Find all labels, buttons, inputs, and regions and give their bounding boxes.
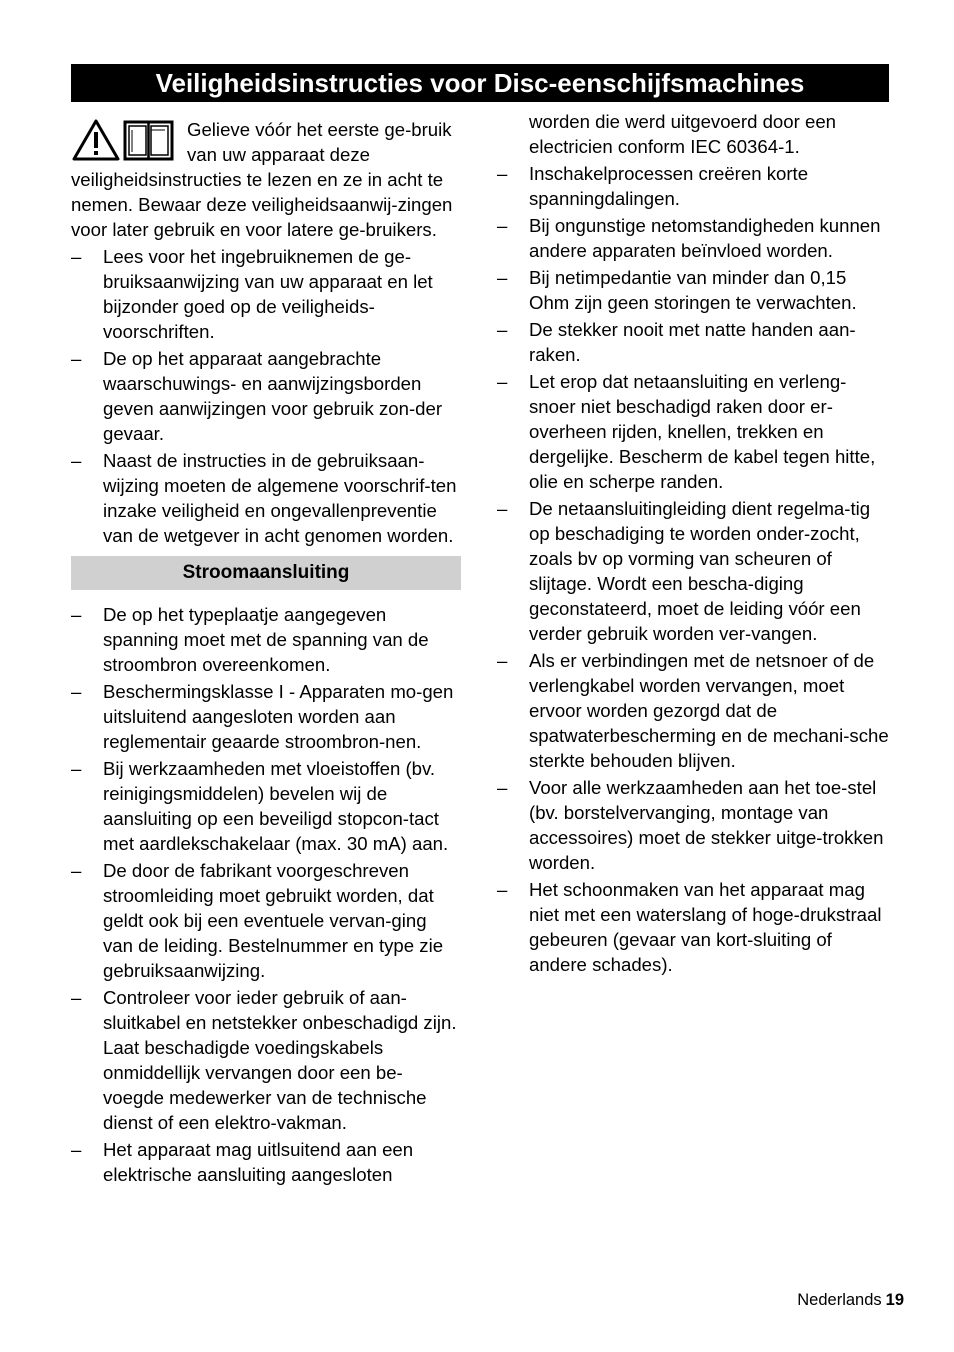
- list-item: – Lees voor het ingebruiknemen de ge-bruiksaanwijzing van uw apparaat en let bijzonder goed op de veiligheids-voorschriften.: [71, 246, 433, 342]
- list-item: – De op het apparaat aangebrachte waarschuwings- en aanwijzingsborden geven aanwijzingen voor gebruik zon-der gevaar.: [71, 348, 443, 444]
- footer-language: Nederlands: [797, 1291, 882, 1309]
- intro-text: Gelieve vóór het eerste ge-bruik van uw apparaat deze veiligheidsinstructies te lezen en ze in acht te nemen. Bewaar deze veiligheidsaanwij-zingen voor later gebruik en voor latere ge-bruikers.: [71, 119, 453, 240]
- bullet-dash: –: [71, 246, 82, 267]
- list-item: – De op het typeplaatje aangegeven spanning moet met de spanning van de stroombron overeenkomen.: [71, 604, 429, 675]
- bullet-dash: –: [497, 777, 508, 798]
- list-item: – Voor alle werkzaamheden aan het toe-stel (bv. borstelvervanging, montage van accessoires) moet de stekker uitge-trokken worden.: [497, 777, 884, 873]
- bullet-dash: –: [497, 371, 508, 392]
- bullet-dash: –: [71, 987, 82, 1008]
- list-item-continuation: worden die werd uitgevoerd door een electricien conform IEC 60364-1.: [529, 111, 836, 157]
- list-item: – Let erop dat netaansluiting en verleng-snoer niet beschadigd raken door er-overheen rijden, knellen, trekken en dergelijke. Bescherm de kabel tegen hitte, olie en scherpe randen.: [497, 371, 876, 492]
- bullet-dash: –: [497, 498, 508, 519]
- bullet-dash: –: [71, 348, 82, 369]
- bullet-dash: –: [497, 267, 508, 288]
- page-footer: [797, 1289, 904, 1311]
- right-column: [497, 109, 889, 979]
- general-instructions-list: [71, 244, 461, 548]
- warning-triangle-icon: [74, 121, 118, 159]
- intro-icons: [71, 119, 175, 163]
- bullet-dash: –: [497, 215, 508, 236]
- list-item: – Het apparaat mag uitlsuitend aan een elektrische aansluiting aangesloten: [71, 1139, 414, 1185]
- section-heading: Stroomaansluiting: [71, 556, 461, 590]
- bullet-dash: –: [497, 163, 508, 184]
- list-item: – Inschakelprocessen creëren korte spanningdalingen.: [497, 163, 809, 209]
- bullet-dash: –: [497, 319, 508, 340]
- list-item: – De netaansluitingleiding dient regelma-tig op beschadiging te worden onder-zocht, zoals bv op vorming van scheuren of slijtage. Wordt een bescha-diging geconstateerd, moet de leiding vóór een verder gebruik worden ver-vangen.: [497, 498, 871, 644]
- list-item: – Controleer voor ieder gebruik of aan-sluitkabel en netstekker onbeschadigd zijn. Laat beschadigde voedingskabels onmiddellijk vervangen door een be-voegde medewerker van de technische dienst of een elektro-vakman.: [71, 987, 457, 1133]
- list-item: – Bij netimpedantie van minder dan 0,15 Ohm zijn geen storingen te verwachten.: [497, 267, 857, 313]
- list-item: – Bij ongunstige netomstandigheden kunnen andere apparaten beïnvloed worden.: [497, 215, 881, 261]
- page-number: 19: [885, 1291, 904, 1309]
- power-instructions-list-continued: [497, 109, 889, 977]
- bullet-dash: –: [71, 1139, 82, 1160]
- bullet-dash: –: [71, 860, 82, 881]
- list-item: – Het schoonmaken van het apparaat mag niet met een waterslang of hoge-drukstraal gebeuren (gevaar van kort-sluiting of andere schades).: [497, 879, 882, 975]
- list-item: – De door de fabrikant voorgeschreven stroomleiding moet gebruikt worden, dat geldt ook bij een eventuele vervan-ging van de leiding. Bestelnummer en type zie gebruiksaanwijzing.: [71, 860, 444, 981]
- bullet-dash: –: [71, 681, 82, 702]
- list-item: – Bij werkzaamheden met vloeistoffen (bv. reinigingsmiddelen) bevelen wij de aansluiting op een beveiligd stopcon-tact met aardlekschakelaar (max. 30 mA) aan.: [71, 758, 449, 854]
- page-title: Veiligheidsinstructies voor Disc-eenschijfsmachines: [71, 64, 889, 102]
- manual-book-icon: [125, 122, 172, 159]
- list-item: – Beschermingsklasse I - Apparaten mo-gen uitsluitend aangesloten worden aan reglementair geaarde stroombron-nen.: [71, 681, 454, 752]
- bullet-dash: –: [71, 758, 82, 779]
- intro-block: [71, 117, 461, 242]
- bullet-dash: –: [71, 450, 82, 471]
- bullet-dash: –: [497, 650, 508, 671]
- bullet-dash: –: [71, 604, 82, 625]
- left-column: [71, 117, 461, 1189]
- bullet-dash: –: [497, 879, 508, 900]
- list-item: – De stekker nooit met natte handen aan-raken.: [497, 319, 856, 365]
- list-item: – Als er verbindingen met de netsnoer of de verlengkabel worden vervangen, moet ervoor worden gezorgd dat de spatwaterbescherming en de mechani-sche sterkte behouden blijven.: [497, 650, 889, 771]
- power-instructions-list: [71, 602, 461, 1187]
- list-item: – Naast de instructies in de gebruiksaan-wijzing moeten de algemene voorschrif-ten inzake veiligheid en ongevallenpreventie van de wetgever in acht genomen worden.: [71, 450, 457, 546]
